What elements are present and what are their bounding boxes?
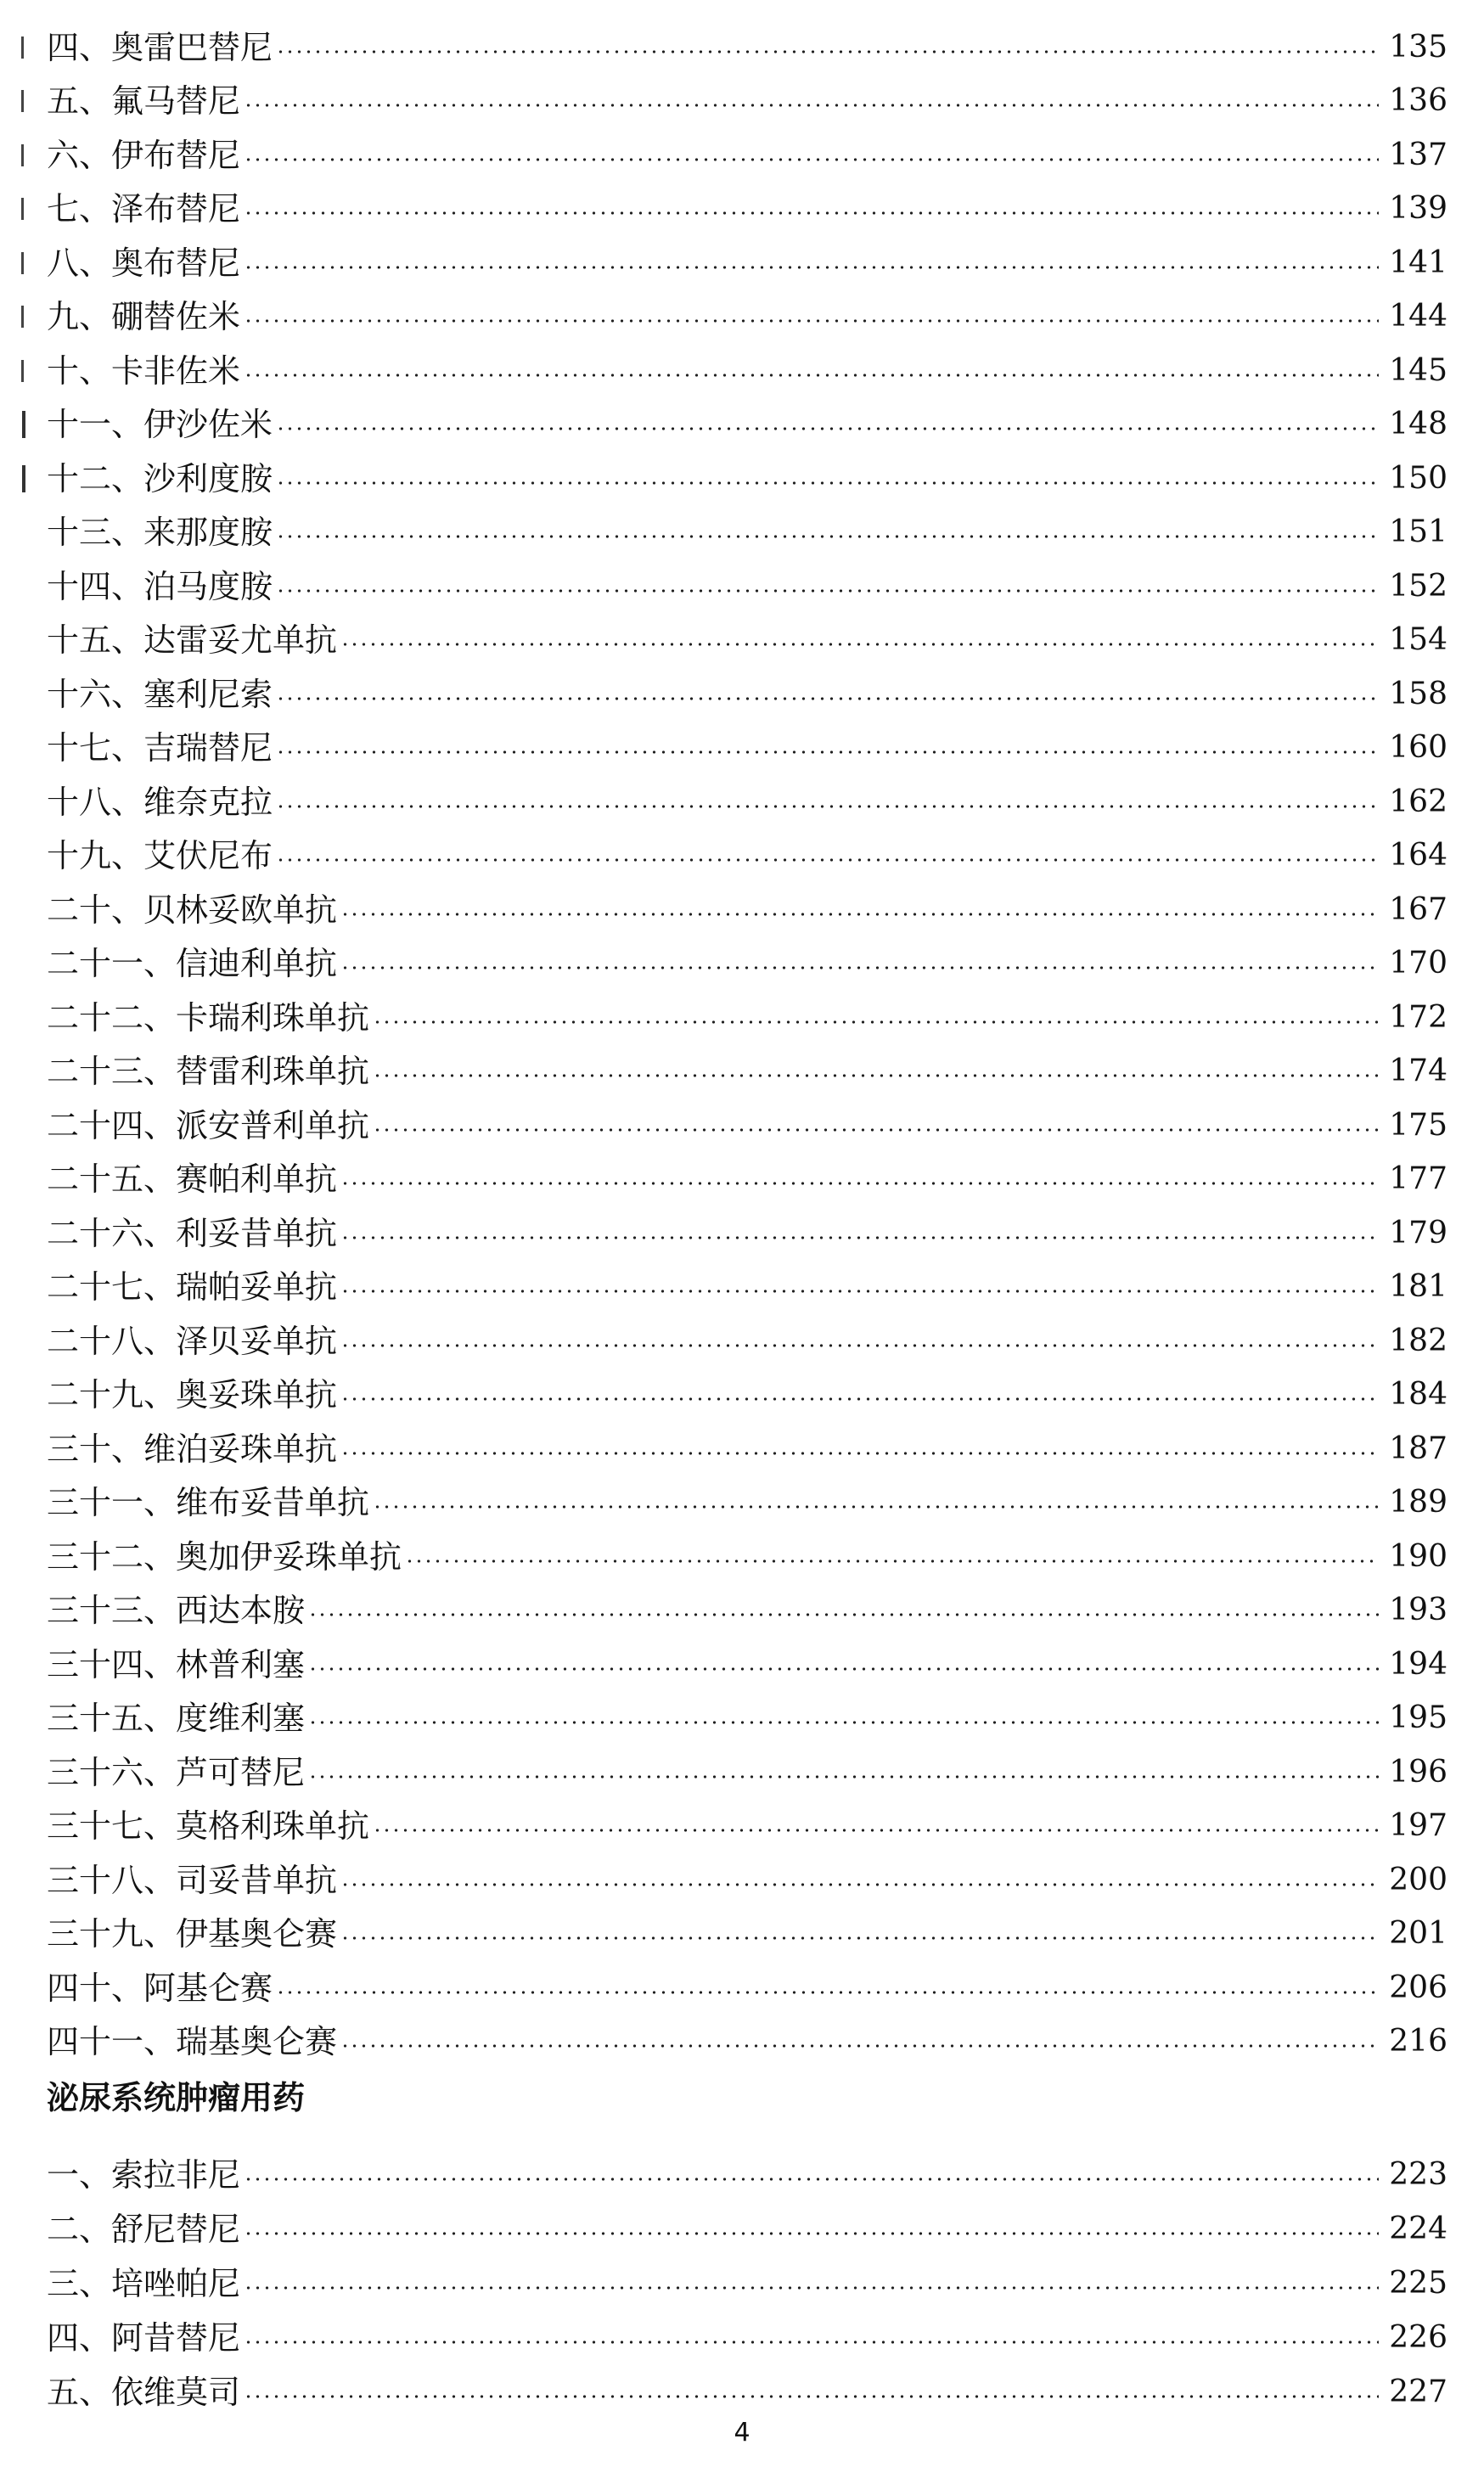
toc-dot-leader [276,481,1379,485]
toc-dot-leader [340,966,1379,969]
toc-entry-title: 三、培唑帕尼 [47,2265,241,2302]
toc-dot-leader [340,643,1379,646]
toc-dot-leader [373,1074,1379,1077]
toc-entry[interactable] [47,937,1447,992]
toc-entry-title: 八、奥布替尼 [47,244,241,282]
toc-dot-leader [340,913,1379,916]
toc-entry[interactable] [47,1584,1447,1638]
toc-entry[interactable] [47,506,1447,560]
toc-entry-title: 十八、维奈克拉 [47,783,273,821]
toc-entry-page-number: 190 [1389,1538,1447,1574]
toc-entry[interactable] [47,1530,1447,1584]
edge-mark [0,452,34,506]
toc-entry[interactable] [47,1908,1447,1962]
toc-entry-page-number: 200 [1389,1862,1447,1897]
toc-entry[interactable] [47,1745,1447,1800]
toc-entry-title: 十三、来那度胺 [47,514,273,552]
toc-entry[interactable] [47,452,1447,506]
toc-dot-leader [244,211,1379,215]
toc-entry[interactable] [47,1314,1447,1368]
toc-entry-title: 十九、艾伏尼布 [47,837,273,875]
toc-entry-title: 十六、塞利尼索 [47,675,273,713]
toc-entry[interactable] [47,775,1447,829]
toc-entry-title: 十四、泊马度胺 [47,567,273,605]
toc-entry-page-number: 196 [1389,1754,1447,1790]
toc-dot-leader [373,1020,1379,1024]
toc-entry[interactable] [47,1692,1447,1746]
toc-entry[interactable] [47,398,1447,452]
toc-dot-leader [276,589,1379,593]
edge-mark [0,236,34,290]
toc-entry-page-number: 227 [1389,2374,1447,2409]
toc-dot-leader [244,158,1379,161]
toc-entry-title: 三十六、芦可替尼 [47,1753,306,1791]
toc-entry-page-number: 164 [1389,838,1447,874]
toc-entry-title: 二、舒尼替尼 [47,2211,241,2248]
toc-entry-title: 三十一、维布妥昔单抗 [47,1484,370,1522]
toc-dot-leader [308,1613,1379,1616]
toc-entry[interactable] [47,75,1447,129]
toc-entry[interactable] [47,2202,1447,2256]
toc-entry-title: 三十五、度维利塞 [47,1700,306,1738]
toc-entry-page-number: 136 [1389,83,1447,119]
toc-entry[interactable] [47,128,1447,183]
toc-entry[interactable] [47,20,1447,75]
toc-dot-leader [244,2286,1379,2290]
toc-entry[interactable] [47,236,1447,290]
toc-entry-page-number: 151 [1389,514,1447,550]
toc-entry-page-number: 197 [1389,1808,1447,1844]
toc-entry-title: 三十三、西达本胺 [47,1592,306,1630]
toc-entry-title: 九、硼替佐米 [47,298,241,336]
toc-entry[interactable] [47,667,1447,722]
toc-entry-page-number: 154 [1389,622,1447,658]
toc-dot-leader [373,1128,1379,1132]
toc-entry-page-number: 187 [1389,1430,1447,1466]
toc-dot-leader [340,1883,1379,1886]
toc-entry-page-number: 174 [1389,1054,1447,1089]
toc-entry-title: 四十一、瑞基奥仑赛 [47,2023,338,2061]
toc-dot-leader [373,1505,1379,1509]
toc-entry-page-number: 170 [1389,946,1447,981]
toc-entry-page-number: 224 [1389,2211,1447,2246]
toc-entry[interactable] [47,290,1447,345]
toc-entry-title: 二十九、奥妥珠单抗 [47,1376,338,1414]
toc-entry-page-number: 135 [1389,29,1447,65]
toc-entry[interactable] [47,1638,1447,1692]
toc-dot-leader [308,1721,1379,1724]
toc-dot-leader [276,535,1379,538]
edge-mark [0,183,34,237]
toc-entry-page-number: 175 [1389,1107,1447,1143]
section-heading: 泌尿系统肿瘤用药 [47,2079,306,2116]
toc-entry-title: 七、泽布替尼 [47,190,241,228]
toc-dot-leader [308,1775,1379,1779]
toc-entry-page-number: 162 [1389,784,1447,819]
toc-entry[interactable] [47,2015,1447,2070]
toc-entry-page-number: 223 [1389,2157,1447,2192]
toc-dot-leader [276,50,1379,53]
toc-entry-title: 三十九、伊基奥仑赛 [47,1915,338,1953]
toc-entry-page-number: 160 [1389,730,1447,766]
toc-entry-title: 三十八、司妥昔单抗 [47,1861,338,1899]
toc-entry-title: 十七、吉瑞替尼 [47,729,273,767]
toc-entry-title: 三十、维泊妥珠单抗 [47,1430,338,1468]
edge-mark [0,344,34,398]
toc-entry-page-number: 167 [1389,891,1447,927]
toc-dot-leader [340,2044,1379,2048]
edge-mark [0,398,34,452]
toc-entry-page-number: 206 [1389,1970,1447,2005]
toc-entry-page-number: 201 [1389,1916,1447,1952]
toc-entry-page-number: 152 [1389,568,1447,604]
toc-entry-title: 二十二、卡瑞利珠单抗 [47,998,370,1037]
toc-entry[interactable] [47,991,1447,1045]
toc-entry-page-number: 144 [1389,299,1447,334]
toc-entry-page-number: 195 [1389,1700,1447,1736]
toc-entry[interactable] [47,1961,1447,2015]
toc-entry-page-number: 194 [1389,1646,1447,1682]
toc-dot-leader [340,1290,1379,1293]
toc-entry[interactable] [47,722,1447,776]
toc-entry-title: 十、卡非佐米 [47,351,241,390]
toc-entry-title: 十一、伊沙佐米 [47,406,273,444]
toc-entry-title: 四、阿昔替尼 [47,2319,241,2357]
toc-entry-title: 五、依维莫司 [47,2374,241,2411]
toc-dot-leader [276,1991,1379,1994]
toc-dot-leader [276,805,1379,808]
toc-entry[interactable] [47,1261,1447,1315]
toc-entry-page-number: 177 [1389,1161,1447,1197]
toc-entry-page-number: 139 [1389,191,1447,227]
toc-dot-leader [276,750,1379,754]
toc-entry-page-number: 179 [1389,1215,1447,1250]
toc-dot-leader [340,1397,1379,1401]
toc-entry[interactable] [47,1206,1447,1261]
toc-dot-leader [244,104,1379,107]
toc-entry-title: 三十四、林普利塞 [47,1645,306,1683]
toc-entry-title: 五、氟马替尼 [47,82,241,121]
toc-entry-page-number: 137 [1389,137,1447,172]
toc-entry-page-number: 181 [1389,1269,1447,1305]
toc-dot-leader [308,1667,1379,1671]
toc-entry-page-number: 141 [1389,244,1447,280]
edge-mark [0,128,34,183]
toc-entry[interactable] [47,614,1447,668]
toc-entry-page-number: 150 [1389,460,1447,496]
toc-entry-page-number: 148 [1389,407,1447,442]
toc-entry-title: 十二、沙利度胺 [47,459,273,497]
toc-entry-title: 四十、阿基仑赛 [47,1969,273,2007]
toc-entry[interactable] [47,2311,1447,2365]
binding-edge-marks [0,20,34,506]
toc-entry[interactable] [47,1368,1447,1423]
toc-entry[interactable] [47,1099,1447,1153]
toc-entry-page-number: 145 [1389,352,1447,388]
toc-dot-leader [244,2341,1379,2344]
toc-entry-title: 二十六、利妥昔单抗 [47,1214,338,1252]
toc-entry-page-number: 225 [1389,2266,1447,2301]
toc-entry-page-number: 216 [1389,2024,1447,2060]
toc-dot-leader [405,1559,1379,1563]
page-number: 4 [734,2418,750,2447]
toc-entry-page-number: 189 [1389,1485,1447,1520]
toc-entry-title: 十五、达雷妥尤单抗 [47,621,338,660]
toc-entry[interactable] [47,1853,1447,1908]
toc-dot-leader [244,2395,1379,2398]
toc-entry-title: 一、索拉非尼 [47,2156,241,2194]
toc-entry[interactable] [47,344,1447,398]
toc-entry-title: 三十七、莫格利珠单抗 [47,1807,370,1846]
toc-dot-leader [340,1344,1379,1347]
toc-entry-title: 三十二、奥加伊妥珠单抗 [47,1537,402,1576]
toc-entry[interactable] [47,883,1447,937]
toc-entry-title: 二十五、赛帕利单抗 [47,1160,338,1199]
toc-entry[interactable] [47,2365,1447,2419]
toc-entry-title: 二十八、泽贝妥单抗 [47,1322,338,1360]
toc-entry-title: 四、奥雷巴替尼 [47,28,273,66]
toc-entry[interactable] [47,1045,1447,1099]
toc-dot-leader [276,697,1379,700]
toc-entry[interactable] [47,2256,1447,2311]
toc-entry-title: 二十三、替雷利珠单抗 [47,1053,370,1091]
toc-entry-page-number: 158 [1389,676,1447,711]
toc-dot-leader [340,1452,1379,1455]
toc-dot-leader [340,1182,1379,1185]
toc-entry-page-number: 193 [1389,1593,1447,1628]
toc-dot-leader [244,2178,1379,2181]
toc-list-main [47,20,1447,2069]
edge-mark [0,290,34,345]
toc-entry-title: 二十一、信迪利单抗 [47,945,338,983]
toc-list-urinary [47,2148,1447,2419]
toc-entry-page-number: 182 [1389,1323,1447,1358]
toc-dot-leader [244,319,1379,323]
toc-entry-page-number: 184 [1389,1377,1447,1413]
toc-entry[interactable] [47,1476,1447,1531]
toc-entry-title: 二十七、瑞帕妥单抗 [47,1268,338,1307]
toc-dot-leader [244,266,1379,269]
toc-entry[interactable] [47,559,1447,614]
toc-entry-title: 二十四、派安普利单抗 [47,1106,370,1144]
toc-entry[interactable] [47,1800,1447,1854]
toc-dot-leader [276,427,1379,430]
toc-dot-leader [373,1829,1379,1832]
toc-dot-leader [244,2232,1379,2235]
toc-entry[interactable] [47,1422,1447,1476]
toc-entry[interactable] [47,829,1447,884]
toc-entry[interactable] [47,183,1447,237]
toc-dot-leader [340,1936,1379,1940]
toc-entry-title: 六、伊布替尼 [47,136,241,174]
toc-entry-page-number: 226 [1389,2320,1447,2355]
edge-mark [0,75,34,129]
edge-mark [0,20,34,75]
toc-entry-page-number: 172 [1389,999,1447,1035]
toc-dot-leader [340,1236,1379,1239]
toc-entry[interactable] [47,2148,1447,2202]
toc-dot-leader [244,374,1379,377]
toc-dot-leader [276,858,1379,862]
toc-entry[interactable] [47,1153,1447,1207]
toc-entry-title: 二十、贝林妥欧单抗 [47,891,338,929]
